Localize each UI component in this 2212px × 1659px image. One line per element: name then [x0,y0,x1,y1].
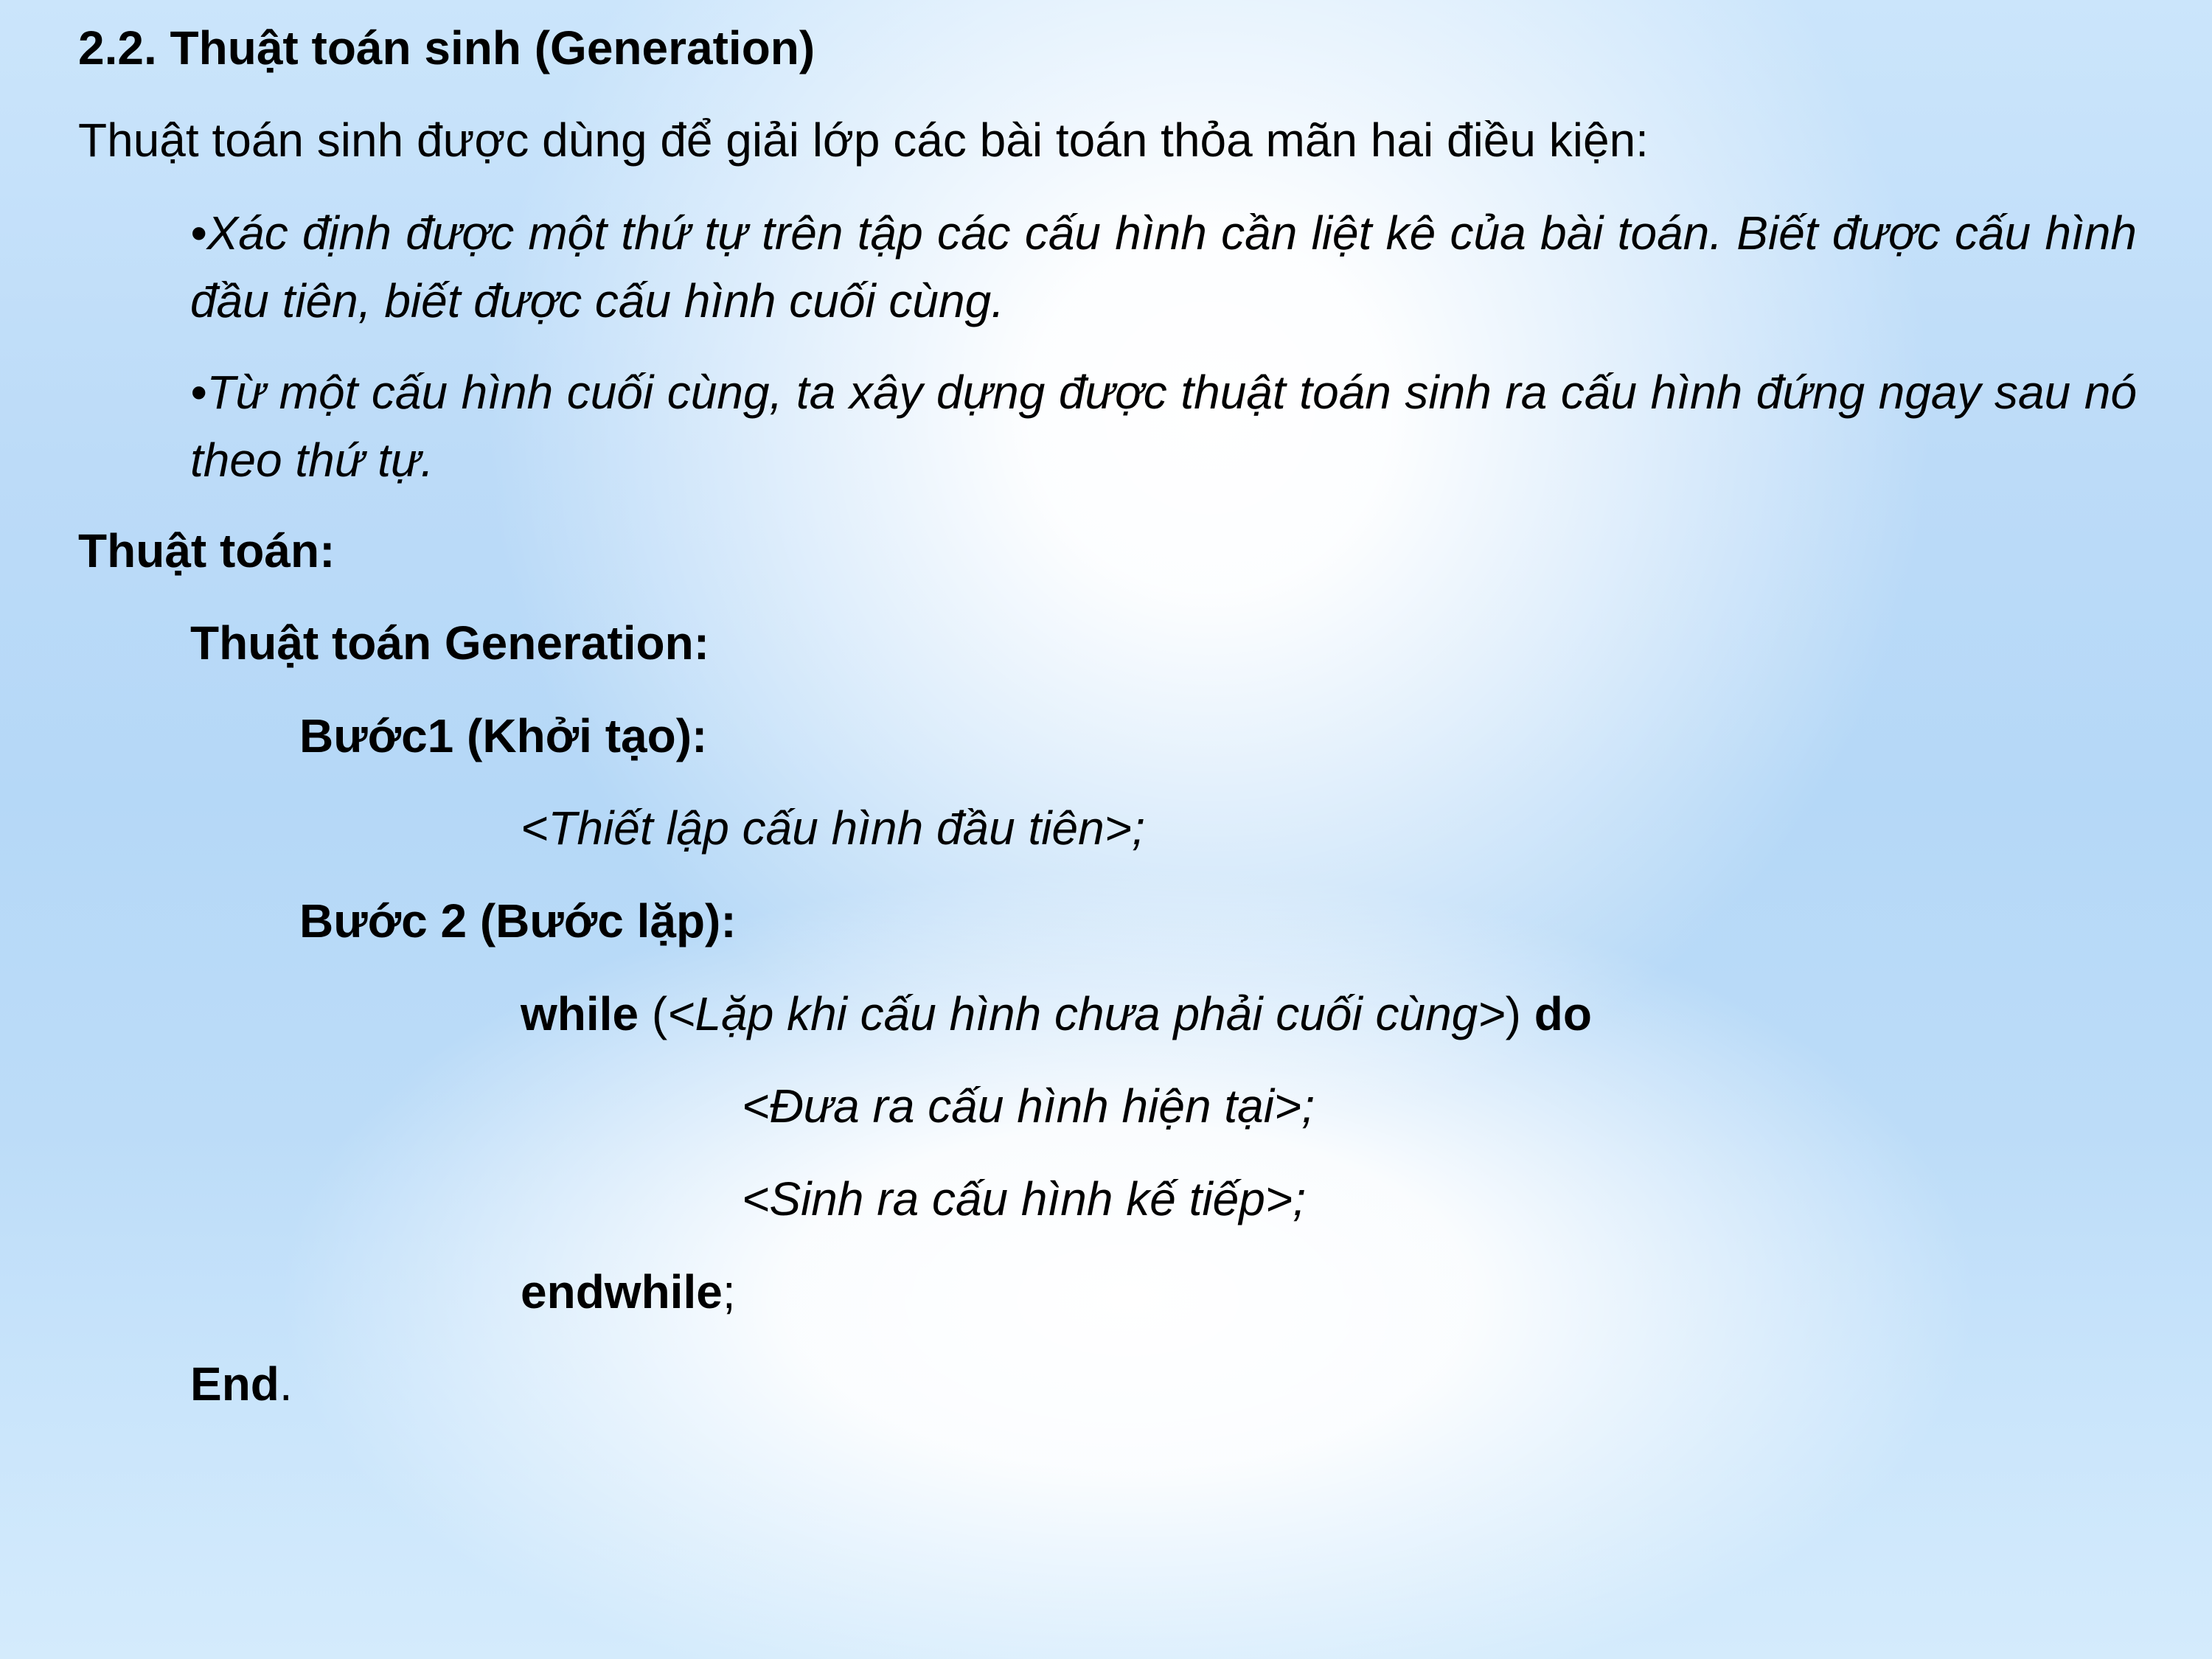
endwhile-punct: ; [722,1265,736,1318]
section-heading: 2.2. Thuật toán sinh (Generation) [78,21,815,74]
end-punct: . [279,1357,293,1411]
step1-action: <Thiết lập cấu hình đầu tiên>; [521,801,1145,855]
do-keyword: do [1534,987,1592,1040]
endwhile-keyword: endwhile [521,1265,723,1318]
algorithm-label: Thuật toán: [78,524,335,577]
algorithm-name: Thuật toán Generation: [190,616,709,669]
step2-title: Bước 2 (Bước lặp): [299,894,737,947]
step1-title: Bước1 (Khởi tạo): [299,709,708,762]
loop-body-line-2: <Sinh ra cấu hình kế tiếp>; [742,1172,1306,1225]
condition-1: •Xác định được một thứ tự trên tập các cấu hình cần liệt kê của bài toán. Biết được cấu hình đầu tiên, biết được cấu hình cuối cùng. [190,206,2137,327]
end-keyword: End [190,1357,279,1411]
end-statement [190,1356,293,1412]
open-paren: ( [639,987,668,1040]
loop-body-line-1: <Đưa ra cấu hình hiện tại>; [742,1079,1315,1133]
while-condition: <Lặp khi cấu hình chưa phải cuối cùng> [667,987,1506,1040]
while-keyword: while [521,987,639,1040]
close-paren: ) [1505,987,1534,1040]
intro-text: Thuật toán sinh được dùng để giải lớp các bài toán thỏa mãn hai điều kiện: [78,114,1649,167]
while-statement [521,986,1592,1042]
condition-2: •Từ một cấu hình cuối cùng, ta xây dựng được thuật toán sinh ra cấu hình đứng ngay sau nó theo thứ tự. [190,366,2137,487]
endwhile-statement [521,1264,736,1320]
